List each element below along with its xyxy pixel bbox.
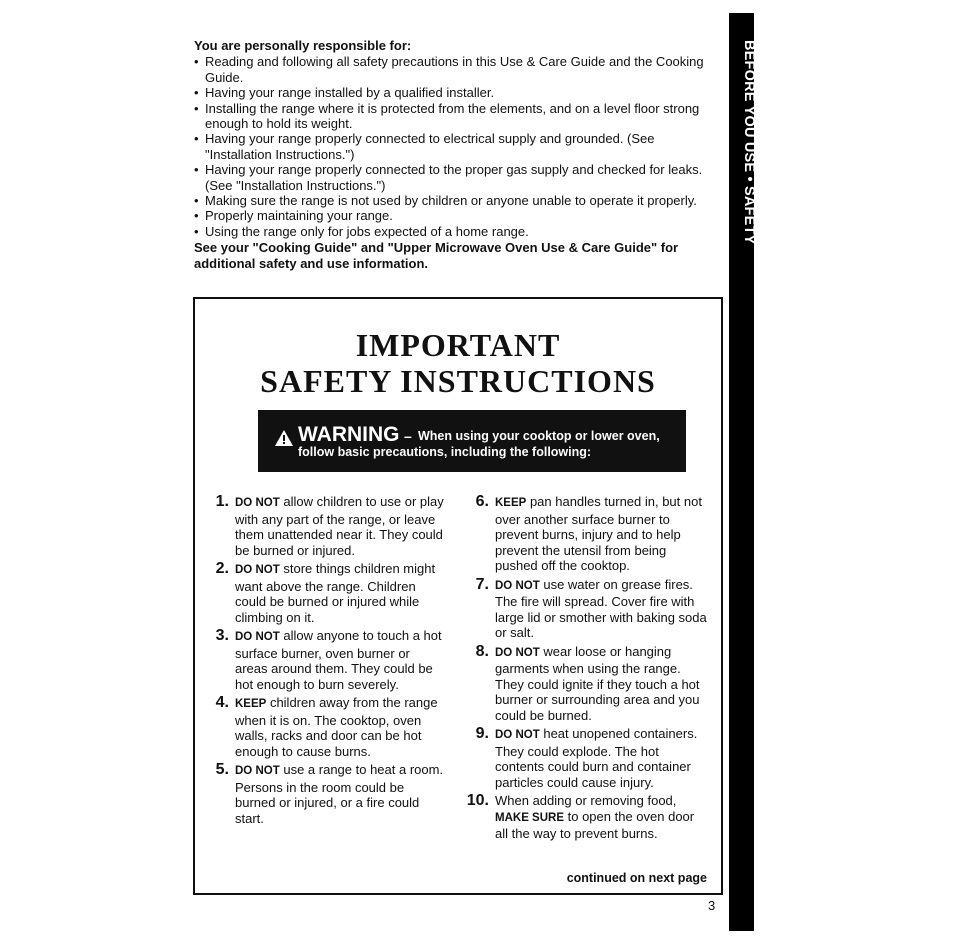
warning-word: WARNING bbox=[298, 423, 400, 446]
instruction-item bbox=[465, 644, 709, 724]
item-text: children away from the range when it is on. The cooktop, oven walls, racks and door can be hot enough to cause burns. bbox=[235, 695, 438, 759]
item-lead: DO NOT bbox=[495, 579, 540, 592]
item-text: pan handles turned in, but not over another surface burner to prevent burns, injury and to help prevent the utensil from being pushed off the cooktop. bbox=[495, 494, 702, 573]
instruction-item bbox=[205, 628, 445, 692]
instruction-item bbox=[465, 577, 709, 641]
warning-dash: – bbox=[404, 428, 412, 444]
page-number: 3 bbox=[708, 898, 716, 913]
responsibility-list bbox=[194, 54, 722, 239]
list-item: • Installing the range where it is protected from the elements, and on a level floor strong enough to hold its weight. bbox=[194, 101, 722, 132]
list-item: • Properly maintaining your range. bbox=[194, 208, 722, 223]
instruction-item bbox=[465, 726, 709, 790]
instruction-item bbox=[465, 494, 709, 574]
item-text-pre: When adding or removing food, bbox=[495, 793, 677, 808]
item-lead: DO NOT bbox=[235, 564, 280, 576]
item-number: 6. bbox=[475, 493, 489, 510]
intro-section bbox=[194, 38, 722, 271]
item-number: 3. bbox=[215, 627, 229, 644]
item-text: use water on grease fires. The fire will spread. Cover fire with large lid or smother with baking soda or salt. bbox=[495, 576, 707, 640]
item-lead: DO NOT bbox=[235, 631, 280, 643]
item-text: allow children to use or play with any part of the range, or leave them unattended near it. They could be burned or injured. bbox=[235, 494, 444, 558]
item-number: 5. bbox=[215, 761, 229, 778]
warning-banner bbox=[258, 410, 686, 472]
item-lead: DO NOT bbox=[495, 646, 540, 659]
instructions-right-column bbox=[465, 494, 709, 845]
title-line-1: IMPORTANT bbox=[355, 327, 561, 363]
section-tab-label: BEFORE YOU USE • SAFETY bbox=[741, 40, 757, 245]
item-lead: KEEP bbox=[495, 497, 527, 509]
instruction-item bbox=[465, 793, 709, 842]
warning-line-1: When using your cooktop or lower oven, bbox=[418, 429, 660, 443]
item-number: 7. bbox=[475, 575, 489, 593]
item-number: 1. bbox=[215, 493, 229, 510]
item-lead: DO NOT bbox=[235, 497, 280, 509]
box-title bbox=[195, 327, 721, 399]
item-number: 9. bbox=[475, 725, 489, 742]
warning-line-2: follow basic precautions, including the following: bbox=[298, 445, 592, 459]
instructions-left-column bbox=[205, 494, 445, 829]
instruction-item bbox=[205, 494, 445, 558]
instruction-item bbox=[205, 695, 445, 759]
item-number: 10. bbox=[466, 792, 489, 809]
continued-note: continued on next page bbox=[566, 871, 707, 885]
list-item: • Having your range properly connected to the proper gas supply and checked for leaks. (See "Installation Instructions.") bbox=[194, 162, 722, 193]
item-text: store things children might want above the range. Children could be burned or injured while climbing on it. bbox=[235, 561, 436, 625]
safety-instructions-box bbox=[193, 297, 723, 895]
title-line-2: SAFETY INSTRUCTIONS bbox=[260, 363, 656, 399]
list-item: • Using the range only for jobs expected of a home range. bbox=[194, 224, 722, 239]
see-also-note: See your "Cooking Guide" and "Upper Microwave Oven Use & Care Guide" for additional safety and use information. bbox=[194, 240, 679, 271]
responsibility-heading: You are personally responsible for: bbox=[194, 38, 412, 53]
instruction-item bbox=[205, 762, 445, 826]
item-lead: MAKE SURE bbox=[495, 811, 565, 824]
item-number: 2. bbox=[215, 560, 229, 577]
instruction-item bbox=[205, 561, 445, 625]
item-text: allow anyone to touch a hot surface burner, oven burner or areas around them. They could be hot enough to burn severely. bbox=[235, 628, 442, 692]
item-text: heat unopened containers. They could explode. The hot contents could burn and container particles could cause injury. bbox=[495, 726, 698, 790]
item-lead: KEEP bbox=[235, 698, 267, 710]
list-item: • Having your range properly connected to electrical supply and grounded. (See "Installation Instructions.") bbox=[194, 131, 722, 162]
item-number: 8. bbox=[475, 642, 489, 660]
list-item: • Making sure the range is not used by children or anyone unable to operate it properly. bbox=[194, 193, 722, 208]
item-lead: DO NOT bbox=[495, 729, 540, 741]
item-text-post: to open the oven door all the way to prevent burns. bbox=[495, 808, 695, 841]
list-item: • Reading and following all safety precautions in this Use & Care Guide and the Cooking Guide. bbox=[194, 54, 722, 85]
item-lead: DO NOT bbox=[235, 765, 280, 777]
warning-triangle-icon bbox=[275, 430, 293, 451]
item-number: 4. bbox=[215, 694, 229, 711]
item-text: use a range to heat a room. Persons in the room could be burned or injured, or a fire could start. bbox=[235, 762, 444, 826]
list-item: • Having your range installed by a qualified installer. bbox=[194, 85, 722, 100]
item-text: wear loose or hanging garments when using the range. They could ignite if they touch a hot burner or surrounding area and you could be burned. bbox=[495, 643, 700, 723]
